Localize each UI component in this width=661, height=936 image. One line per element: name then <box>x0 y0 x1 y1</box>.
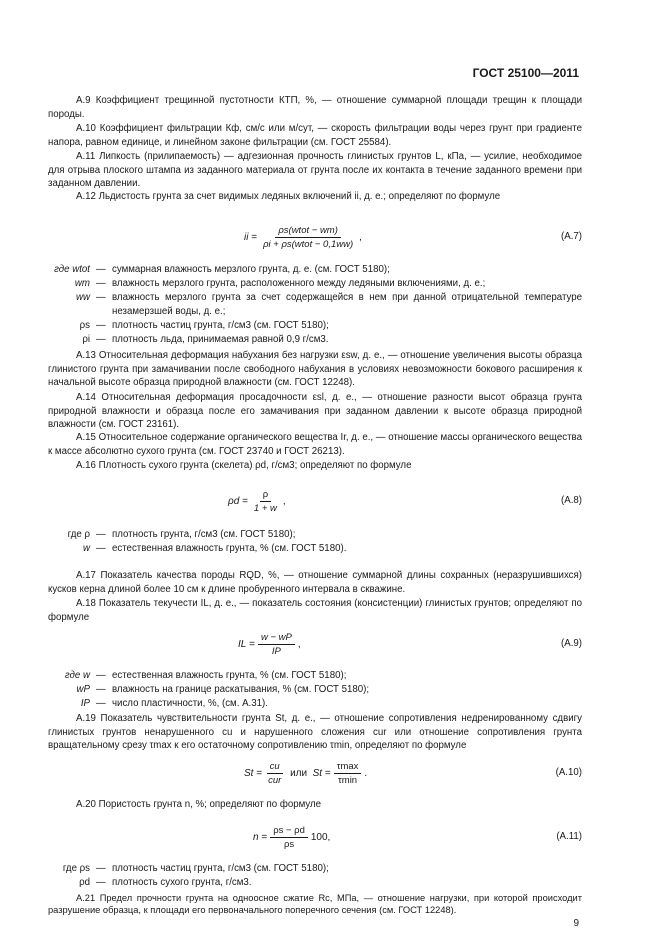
where-block-a7: где wtot — суммарная влажность мерзлого грунта, д. е. (см. ГОСТ 5180); wm — влажность мерзлого грунта, расположенного между ледяными включениями, д. е.; ww — влажность мерзлого грунта за счет содержащейся в нем при данной отрицательной температуре незамерзшей воды, д. е.; ρs — плотность частиц грунта, г/см3 (см. ГОСТ 5180); ρi — плотность льда, принимаемая равной 0,9 г/см3. <box>54 264 582 345</box>
formula-a9: IL = $\frac{w - wP}{IP}$ , (А.9) <box>238 631 582 657</box>
where-block-a9: где w — естественная влажность грунта, % (см. ГОСТ 5180); wP — влажность на границе раскатывания, % (см. ГОСТ 5180); IP — число пластичности, %, (см. А.31). <box>64 670 370 709</box>
formula-number: (А.10) <box>555 767 582 778</box>
paragraph-a21: А.21 Предел прочности грунта на одноосное сжатие Rc, МПа, — отношение нагрузки, при которой происходит разрушение образца, к площади его первоначального поперечного сечения (см. ГОСТ 12248). <box>48 893 582 915</box>
paragraph-a11: А.11 Липкость (прилипаемость) — адгезионная прочность глинистых грунтов L, кПа, — усилие, необходимое для отрыва плоского штампа из заданного материала от грунта после их контакта в течение заданного времени при заданном давлении. <box>48 151 582 190</box>
paragraph-a16: А.16 Плотность сухого грунта (скелета) ρd, г/см3; определяют по формуле <box>76 460 412 471</box>
formula-a7: ii = $\frac{\text{ρs(wtot − wm)}}{\text{ρi + ρs(wtot − 0,1ww)}}$ , (А.7) <box>244 224 582 250</box>
paragraph-a18: А.18 Показатель текучести IL, д. е., — показатель состояния (консистенции) глинистых грунтов; определяют по формуле <box>48 598 582 623</box>
paragraph-a19: А.19 Показатель чувствительности грунта St, д. е., — отношение сопротивления недренированному сдвигу глинистых грунтов ненарушенного cu и нарушенного сложения cur или отношение сопротивления грунта вращательному срезу τmax к его остаточному сопротивлению τmin, определяют по формуле <box>48 713 582 752</box>
formula-number: (А.7) <box>561 231 582 242</box>
page-number: 9 <box>573 918 579 929</box>
formula-a10: St = $\frac{cu}{\text{cur}}$ или St = $\frac{\tau\max}{\tau\min}$ . (А.10) <box>244 760 582 786</box>
where-block-a11: где ρs — плотность частиц грунта, г/см3 (см. ГОСТ 5180); ρd — плотность сухого грунта, г/см3. <box>62 863 329 888</box>
formula-number: (А.9) <box>561 638 582 649</box>
paragraph-a15: А.15 Относительное содержание органического вещества Ir, д. е., — отношение массы органического вещества к массе абсолютно сухого грунта (см. ГОСТ 23740 и ГОСТ 26213). <box>48 432 582 457</box>
formula-number: (А.11) <box>556 831 582 842</box>
paragraph-a20: А.20 Пористость грунта n, %; определяют по формуле <box>76 799 322 810</box>
paragraph-a12: А.12 Льдистость грунта за счет видимых ледяных включений ii, д. е.; определяют по формуле <box>76 191 501 202</box>
paragraph-a9: А.9 Коэффициент трещинной пустотности КТП, %, — отношение суммарной площади трещин к площади породы. <box>48 95 582 120</box>
formula-a11: n = $\frac{\rho s - \rho d}{\rho s}$ 100, (А.11) <box>253 824 582 850</box>
formula-number: (А.8) <box>561 495 582 506</box>
document-header: ГОСТ 25100—2011 <box>472 66 579 80</box>
paragraph-a13: А.13 Относительная деформация набухания без нагрузки εsw, д. е., — отношение увеличения высоты образца глинистого грунта при замачивании после свободного набухания в условиях невозможности бокового расширения к начальной высоте образца природной влажности (см. ГОСТ 12248). <box>48 350 582 389</box>
paragraph-a10: А.10 Коэффициент фильтрации Кф, см/с или м/сут, — скорость фильтрации воды через грунт при градиенте напора, равном единице, и линейном законе фильтрации (см. ГОСТ 25584). <box>48 123 582 148</box>
where-block-a8: где ρ — плотность грунта, г/см3 (см. ГОСТ 5180); w — естественная влажность грунта, % (см. ГОСТ 5180). <box>67 529 347 554</box>
paragraph-a17: А.17 Показатель качества породы RQD, %, — отношение суммарной длины сохранных (неразрушившихся) кусков керна длиной более 10 см к длине пробуренного интервала в скважине. <box>48 570 582 595</box>
paragraph-a14: А.14 Относительная деформация просадочности εsl, д. е., — отношение разности высот образца грунта природной влажности и образца после его замачивания при заданном давлении к высоте образца природной влажности (см. ГОСТ 23161). <box>48 392 582 431</box>
formula-a8: ρd = $\frac{\rho}{1 + w}$ , (А.8) <box>228 488 582 514</box>
